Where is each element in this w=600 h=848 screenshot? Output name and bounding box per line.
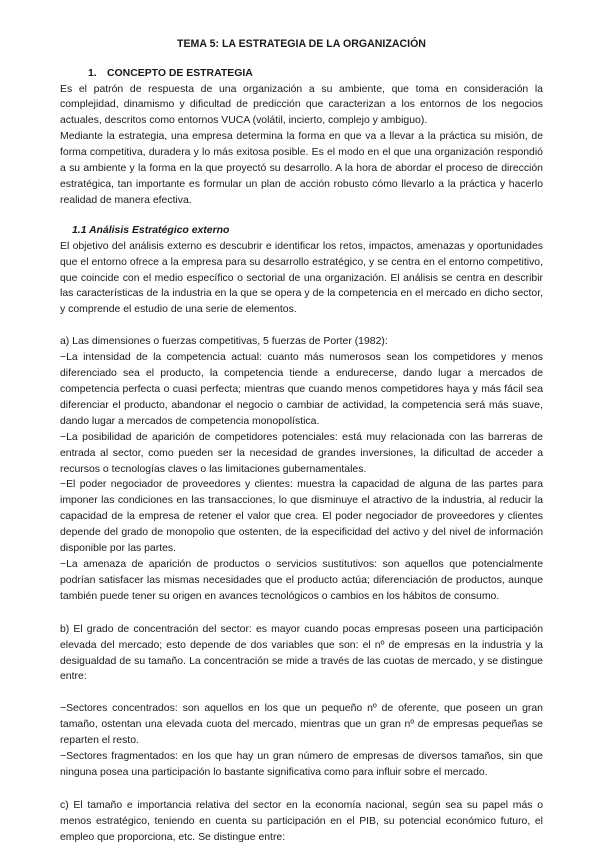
section-1-paragraph-2: Mediante la estrategia, una empresa determina la forma en que va a llevar a la práctica su misión, de forma competitiva, duradera y lo más exitosa posible. Es el modo en el que una organización respondió a su ambiente y la forma en la que proyectó su desarrollo. A la hora de abordar el proceso de dirección estratégica, tan importante es formular un plan de acción robusto cómo llevarlo a la práctica y hacerlo realidad de manera efectiva. — [60, 131, 543, 206]
section-1-heading — [60, 66, 543, 82]
part-a-item-3: −El poder negociador de proveedores y clientes: muestra la capacidad de alguna de las partes para imponer las condiciones en las transacciones, lo que disminuye el atractivo de la industria, al reducir la capacidad de la empresa de retener el valor que crea. El poder negociador de proveedores y clientes depende del grado de monopolio que ostenten, de la especificidad del activo y del nivel de información disponible por las partes. — [60, 479, 543, 555]
part-b-item-1: −Sectores concentrados: son aquellos en los que un pequeño nº de oferente, que poseen un gran tamaño, ostentan una elevada cuota del mercado, mientras que un gran nº de empresas pequeñas se reparten el resto. — [60, 703, 543, 747]
part-c-lead: c) El tamaño e importancia relativa del sector en la economía nacional, según sea su papel más o menos estratégico, teniendo en cuenta su participación en el PIB, su potencial económico futuro, el empleo que proporciona, etc. Se distingue entre: — [60, 799, 543, 843]
document-page — [60, 36, 543, 846]
part-a-item-4: −La amenaza de aparición de productos o servicios sustitutivos: son aquellos que potencialmente podrían satisfacer las mismas necesidades que el producto actúa; diferenciación de productos, aunque también puede tener su origen en avances tecnológicos o cambios en los hábitos de consumo. — [60, 558, 543, 602]
part-a-item-2: −La posibilidad de aparición de competidores potenciales: está muy relacionada con las barreras de entrada al sector, como pueden ser la necesidad de grandes inversiones, la dificultad de acceder a recursos o tecnologías claves o las limitaciones gubernamentales. — [60, 431, 543, 475]
section-1-1-heading: 1.1 Análisis Estratégico externo — [72, 224, 230, 236]
part-a-item-1: −La intensidad de la competencia actual: cuanto más numerosos sean los competidores y menos diferenciado sea el producto, la competencia tiende a endurecerse, dando lugar a mercados de competencia perfecta o cuasi perfecta; mientras que cuando menos competidores haya y más fácil sea diferenciar el producto, abandonar el negocio o cambiar de actividad, la competencia será más suave, dando lugar a mercados de competencia monopolística. — [60, 352, 543, 427]
part-b-lead: b) El grado de concentración del sector: es mayor cuando pocas empresas poseen una participación elevada del mercado; esto depende de dos variables que son: el nº de empresas en la industria y la desigualdad de su tamaño. La concentración se mide a través de las cuotas de mercado, y se distingue entre: — [60, 623, 543, 683]
section-1-paragraph-1: Es el patrón de respuesta de una organización a su ambiente, que toma en consideración la complejidad, dinamismo y dificultad de predicción que caracterizan a los entornos de los negocios actuales, descritos como entornos VUCA (volátil, incierto, complejo y ambiguo). — [60, 83, 543, 127]
section-1-1-intro: El objetivo del análisis externo es descubrir e identificar los retos, impactos, amenazas y oportunidades que el entorno ofrece a la empresa para su desarrollo estratégico, y se centra en el entorno competitivo, que coincide con el medio específico o sectorial de una organización. El análisis se centra en describir las características de la industria en la que se opera y de la competencia en el mercado en dicho sector, y comprende el estudio de una serie de elementos. — [60, 240, 543, 316]
section-1-title: CONCEPTO DE ESTRATEGIA — [107, 68, 253, 79]
part-b-item-2: −Sectores fragmentados: en los que hay un gran número de empresas de diversos tamaños, sin que ninguna posea una participación lo bastante significativa como para influir sobre el mercado. — [60, 751, 543, 778]
document-title: TEMA 5: LA ESTRATEGIA DE LA ORGANIZACIÓN — [177, 38, 426, 50]
part-a-lead: a) Las dimensiones o fuerzas competitivas, 5 fuerzas de Porter (1982): — [60, 336, 388, 348]
section-1-number: 1. — [88, 68, 97, 79]
